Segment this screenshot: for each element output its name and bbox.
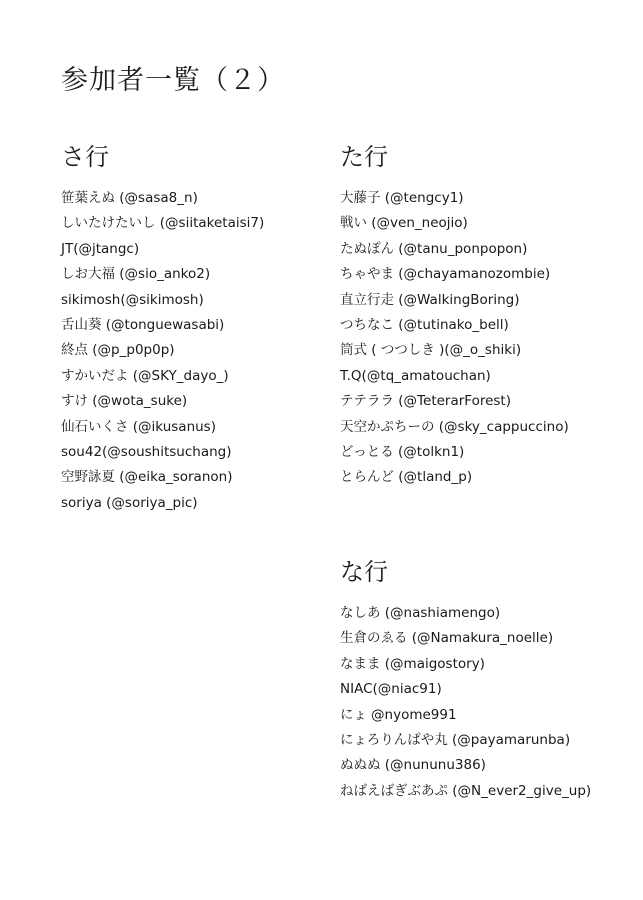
- participant-entry: しお大福 (@sio_anko2): [61, 266, 211, 283]
- participant-entry: NIAC(@niac91): [340, 681, 442, 698]
- participant-entry: 天空かぷちーの (@sky_cappuccino): [340, 418, 569, 435]
- participant-list: [340, 186, 569, 491]
- participant-entry: 空野詠夏 (@eika_soranon): [61, 469, 233, 486]
- participant-entry: sikimosh(@sikimosh): [61, 291, 204, 308]
- participant-entry: soriya (@soriya_pic): [61, 494, 198, 511]
- participant-entry: 仙石いくさ (@ikusanus): [61, 418, 216, 435]
- participant-entry: とらんど (@tland_p): [340, 469, 473, 486]
- participant-entry: どっとる (@tolkn1): [340, 443, 465, 460]
- participant-list: [340, 601, 591, 804]
- section-na-gyo: [340, 555, 591, 804]
- section-ta-gyo: [340, 140, 569, 491]
- participant-entry: 筒式 ( つつしき )(@_o_shiki): [340, 342, 522, 359]
- participant-entry: にょろりんぱや丸 (@payamarunba): [340, 731, 571, 748]
- participant-list: [61, 186, 264, 516]
- participant-entry: たぬぽん (@tanu_ponpopon): [340, 240, 528, 257]
- participant-entry: T.Q(@tq_amatouchan): [340, 367, 491, 384]
- participant-entry: 終点 (@p_p0p0p): [61, 342, 175, 359]
- participant-entry: つちなこ (@tutinako_bell): [340, 316, 509, 333]
- participant-entry: 直立行走 (@WalkingBoring): [340, 291, 520, 308]
- section-heading: た行: [340, 143, 388, 171]
- participant-entry: 大藤子 (@tengcy1): [340, 190, 464, 206]
- participant-entry: しいたけたいし (@siitaketaisi7): [61, 215, 265, 232]
- participant-entry: にょ @nyome991: [340, 706, 457, 723]
- section-heading: さ行: [61, 143, 109, 171]
- participant-entry: 生倉のゑる (@Namakura_noelle): [340, 630, 554, 647]
- participant-entry: ぬぬぬ (@nununu386): [340, 757, 486, 774]
- section-heading: な行: [340, 558, 388, 586]
- participant-entry: テテララ (@TeterarForest): [340, 393, 511, 410]
- page-title: 参加者一覧（２）: [61, 65, 285, 96]
- participant-entry: JT(@jtangc): [61, 240, 140, 257]
- participant-entry: なしあ (@nashiamengo): [340, 605, 501, 621]
- participant-entry: すかいだよ (@SKY_dayo_): [61, 367, 229, 384]
- participant-entry: 戦い (@ven_neojio): [340, 215, 468, 232]
- participant-entry: 舌山葵 (@tonguewasabi): [61, 316, 225, 333]
- participant-entry: すけ (@wota_suke): [61, 393, 188, 410]
- participant-entry: ねばえばぎぶあぷ (@N_ever2_give_up): [340, 782, 592, 799]
- participant-entry: ちゃやま (@chayamanozombie): [340, 266, 551, 283]
- participant-entry: なまま (@maigostory): [340, 655, 485, 672]
- participant-entry: sou42(@soushitsuchang): [61, 443, 232, 460]
- participant-entry: 笹葉えぬ (@sasa8_n): [61, 190, 198, 206]
- section-sa-gyo: [61, 140, 264, 516]
